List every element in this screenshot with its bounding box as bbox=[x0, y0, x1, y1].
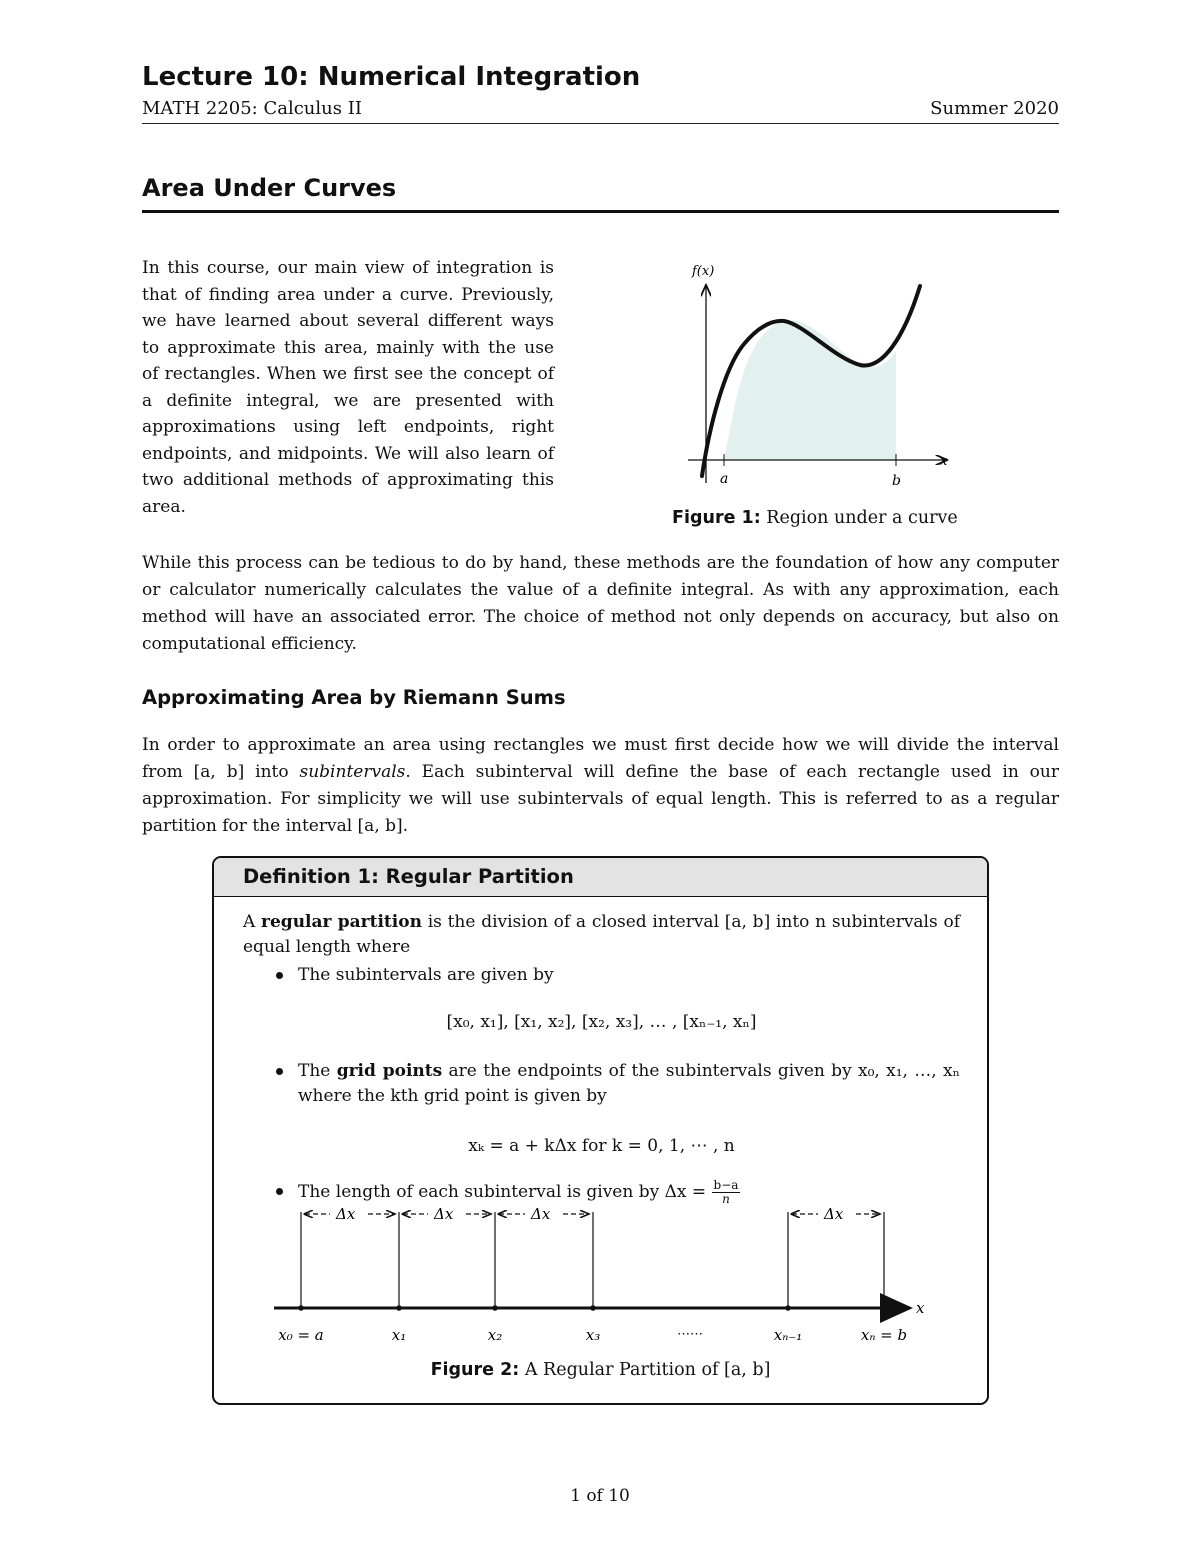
a-label: a bbox=[720, 471, 729, 487]
def-line1-pre: A bbox=[243, 912, 262, 932]
section-title: Area Under Curves bbox=[142, 174, 397, 202]
grid-dot-x2 bbox=[492, 1305, 498, 1311]
para3-part1: In order to approximate an area using rectangles we must first decide how we will divide the interval from [a, b] into bbox=[142, 735, 1059, 782]
definition-title: Definition 1: Regular Partition bbox=[214, 858, 987, 897]
intro-paragraph: In this course, our main view of integration is that of finding area under a curve. Previously, we have learned about several different ways to approximate this area, mainly with the use of rectangles. When we first see the concept of a definite integral, we are presented with approximations using left endpoints, right endpoints, and midpoints. We will also learn of two additional methods of approximating this area. bbox=[142, 258, 554, 517]
figure-1-text: Region under a curve bbox=[766, 508, 958, 528]
x-axis-label-fig2: x bbox=[916, 1299, 925, 1317]
definition-intro bbox=[243, 910, 960, 960]
bullet-dot-1 bbox=[276, 972, 283, 979]
delta-label-2: Δx bbox=[434, 1205, 454, 1223]
paragraph-3 bbox=[142, 732, 1059, 840]
def-bullet2-post: are the endpoints of the subintervals given by x₀, x₁, …, xₙ where the kth grid point is given by bbox=[298, 1061, 960, 1106]
delta-label-1: Δx bbox=[336, 1205, 356, 1223]
bullet-dot-2 bbox=[276, 1068, 283, 1075]
bullet-dot-3 bbox=[276, 1188, 283, 1195]
def-keyword-grid-points: grid points bbox=[336, 1061, 443, 1081]
fraction-numerator: b−a bbox=[713, 1178, 739, 1192]
bullet-2 bbox=[298, 1059, 960, 1109]
term: Summer 2020 bbox=[930, 98, 1059, 119]
figure-1-graph bbox=[684, 258, 954, 498]
tick-label-dots: ⋯⋯ bbox=[677, 1327, 703, 1342]
figure-2-caption bbox=[212, 1360, 989, 1380]
tick-label-x2: x₂ bbox=[487, 1326, 503, 1344]
figure-1-label: Figure 1: bbox=[672, 508, 761, 528]
x-axis-label: x bbox=[940, 454, 948, 469]
para3-emphasis: subintervals bbox=[299, 762, 406, 782]
delta-label-4: Δx bbox=[824, 1205, 844, 1223]
para3-part2: . Each subinterval will define the base of each rectangle used in our approximation. For simplicity we will use subintervals of equal length. This is referred to as a regular partition for the interval [a, b]. bbox=[142, 762, 1059, 836]
figure-2-text: A Regular Partition of [a, b] bbox=[524, 1360, 771, 1380]
lecture-title: Lecture 10: Numerical Integration bbox=[142, 62, 641, 92]
figure-1-caption bbox=[672, 508, 958, 528]
grid-point-formula: xₖ = a + kΔx for k = 0, 1, ⋯ , n bbox=[468, 1136, 735, 1156]
shaded-region bbox=[724, 320, 896, 460]
header-rule bbox=[142, 123, 1059, 124]
def-bullet2-pre: The bbox=[298, 1061, 337, 1081]
page-number: 1 of 10 bbox=[570, 1486, 630, 1506]
def-bullet3-pre: The length of each subinterval is given by Δx = bbox=[298, 1182, 712, 1202]
y-axis-label: f(x) bbox=[692, 264, 715, 279]
delta-label-3: Δx bbox=[531, 1205, 551, 1223]
fraction-denominator: n bbox=[722, 1192, 730, 1206]
tick-label-x0: x₀ = a bbox=[278, 1326, 324, 1344]
figure-2-partition bbox=[270, 1200, 930, 1350]
subsection-title: Approximating Area by Riemann Sums bbox=[142, 686, 566, 709]
tick-label-x1: x₁ bbox=[391, 1326, 407, 1344]
tick-label-xn-1: xₙ₋₁ bbox=[773, 1326, 803, 1344]
subintervals-formula: [x₀, x₁], [x₁, x₂], [x₂, x₃], … , [xₙ₋₁, xₙ] bbox=[446, 1012, 757, 1032]
grid-dot-x3 bbox=[590, 1305, 596, 1311]
grid-dot-xn-1 bbox=[785, 1305, 791, 1311]
delta-arrow-4 bbox=[792, 1205, 880, 1223]
grid-dot-x0 bbox=[298, 1305, 304, 1311]
bullet-1: The subintervals are given by bbox=[298, 965, 554, 985]
b-label: b bbox=[892, 473, 901, 489]
course-name: MATH 2205: Calculus II bbox=[142, 98, 362, 119]
delta-arrow-3 bbox=[499, 1205, 589, 1223]
figure-2-label: Figure 2: bbox=[430, 1360, 520, 1380]
grid-dot-x1 bbox=[396, 1305, 402, 1311]
delta-arrow-2 bbox=[403, 1205, 491, 1223]
tick-label-x3: x₃ bbox=[585, 1326, 601, 1344]
tick-label-xn: xₙ = b bbox=[860, 1326, 908, 1344]
def-keyword-regular-partition: regular partition bbox=[261, 912, 422, 932]
section-rule bbox=[142, 210, 1059, 213]
paragraph-2: While this process can be tedious to do by hand, these methods are the foundation of how any computer or calculator numerically calculates the value of a definite integral. As with any approximation, each method will have an associated error. The choice of method not only depends on accuracy, but also on computational efficiency. bbox=[142, 553, 1059, 654]
grid-dot-xn bbox=[881, 1305, 887, 1311]
def-line1-post: is the division of a closed interval [a, b] into n subintervals of equal length where bbox=[243, 912, 960, 957]
delta-arrow-1 bbox=[305, 1205, 395, 1223]
